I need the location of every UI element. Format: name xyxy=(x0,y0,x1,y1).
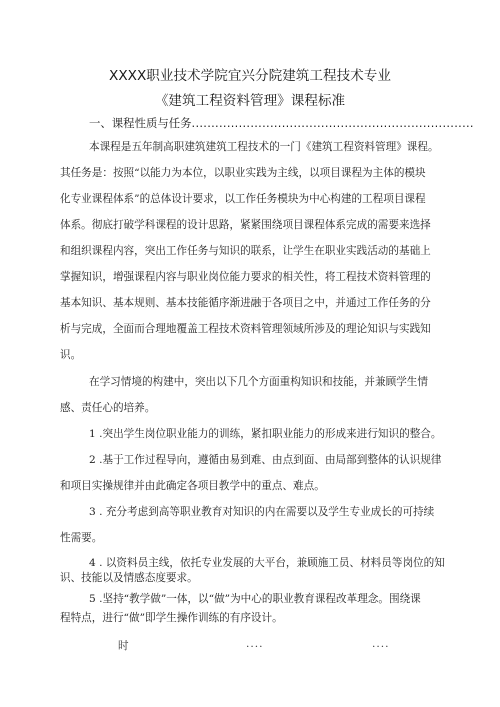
list-item-1-line-1: 1 .突出学生岗位职业能力的训练，紧扣职业能力的形成来进行知识的整合。 xyxy=(89,428,442,440)
paragraph-1-line-7: 基本知识、基本规则、基本技能循序渐进融于各项目之中，并通过工作任务的分 xyxy=(60,297,431,309)
list-item-4-line-1: 4 . 以资料员主线，依托专业发展的大平台，兼顾施工员、材料员等岗位的知 xyxy=(89,557,445,569)
list-item-5-line-2: 程特点，进行“做”即学生操作训练的有序设计。 xyxy=(60,612,283,624)
section-heading-leader-dots: ........................................................................ xyxy=(191,116,474,130)
paragraph-1-line-6: 掌握知识，增强课程内容与职业岗位能力要求的相关性，将工程技术资料管理的 xyxy=(60,271,431,283)
paragraph-1-line-8: 析与完成，全面而合理地覆盖工程技术资料管理领域所涉及的理论知识与实践知 xyxy=(60,323,431,335)
list-item-4-line-2: 识、技能以及情感态度要求。 xyxy=(60,572,198,584)
list-item-2-line-2: 和项目实操规律并由此确定各项目教学中的重点、难点。 xyxy=(60,480,325,492)
paragraph-1-line-9: 识。 xyxy=(60,349,82,361)
paragraph-1-line-5: 和组织课程内容，突出工作任务与知识的联系，让学生在职业实践活动的基础上 xyxy=(60,245,431,257)
section-heading-text: 一、课程性质与任务 xyxy=(89,116,192,130)
list-item-2-line-1: 2 .基于工作过程导向，遵循由易到难、由点到面、由局部到整体的认识规律 xyxy=(89,454,442,466)
footer-fragment-dots-2: .... xyxy=(372,638,390,650)
footer-fragment-dots-1: .... xyxy=(246,638,264,650)
document-title-line-2: 《建筑工程资料管理》课程标准 xyxy=(154,93,346,109)
paragraph-1-line-2: 其任务是：按照“以能力为本位，以职业实践为主线，以项目课程为主体的模块 xyxy=(60,167,426,179)
paragraph-1-line-4: 体系。彻底打破学科课程的设计思路，紧紧围绕项目课程体系完成的需要来选择 xyxy=(60,219,431,231)
list-item-5-line-1: 5 .坚持“教学做”一体，以“做”为中心的职业教育课程改革理念。围绕课 xyxy=(89,593,421,605)
paragraph-1-line-1: 本课程是五年制高职建筑建筑工程技术的一门《建筑工程资料管理》课程。 xyxy=(89,141,439,153)
paragraph-1-line-3: 化专业课程体系”的总体设计要求，以工作任务模块为中心构建的工程项目课程 xyxy=(60,193,426,205)
paragraph-2-line-1: 在学习情境的构建中，突出以下几个方面重构知识和技能，并兼顾学生情 xyxy=(89,376,428,388)
list-item-3-line-1: 3 . 充分考虑到高等职业教育对知识的内在需要以及学生专业成长的可持续 xyxy=(89,506,435,518)
document-title-line-1: XXXX职业技术学院宜兴分院建筑工程技术专业 xyxy=(109,68,391,84)
paragraph-2-line-2: 感、责任心的培养。 xyxy=(60,402,156,414)
footer-fragment-time: 时 xyxy=(118,640,129,652)
section-heading xyxy=(89,115,474,131)
list-item-3-line-2: 性需要。 xyxy=(60,532,103,544)
